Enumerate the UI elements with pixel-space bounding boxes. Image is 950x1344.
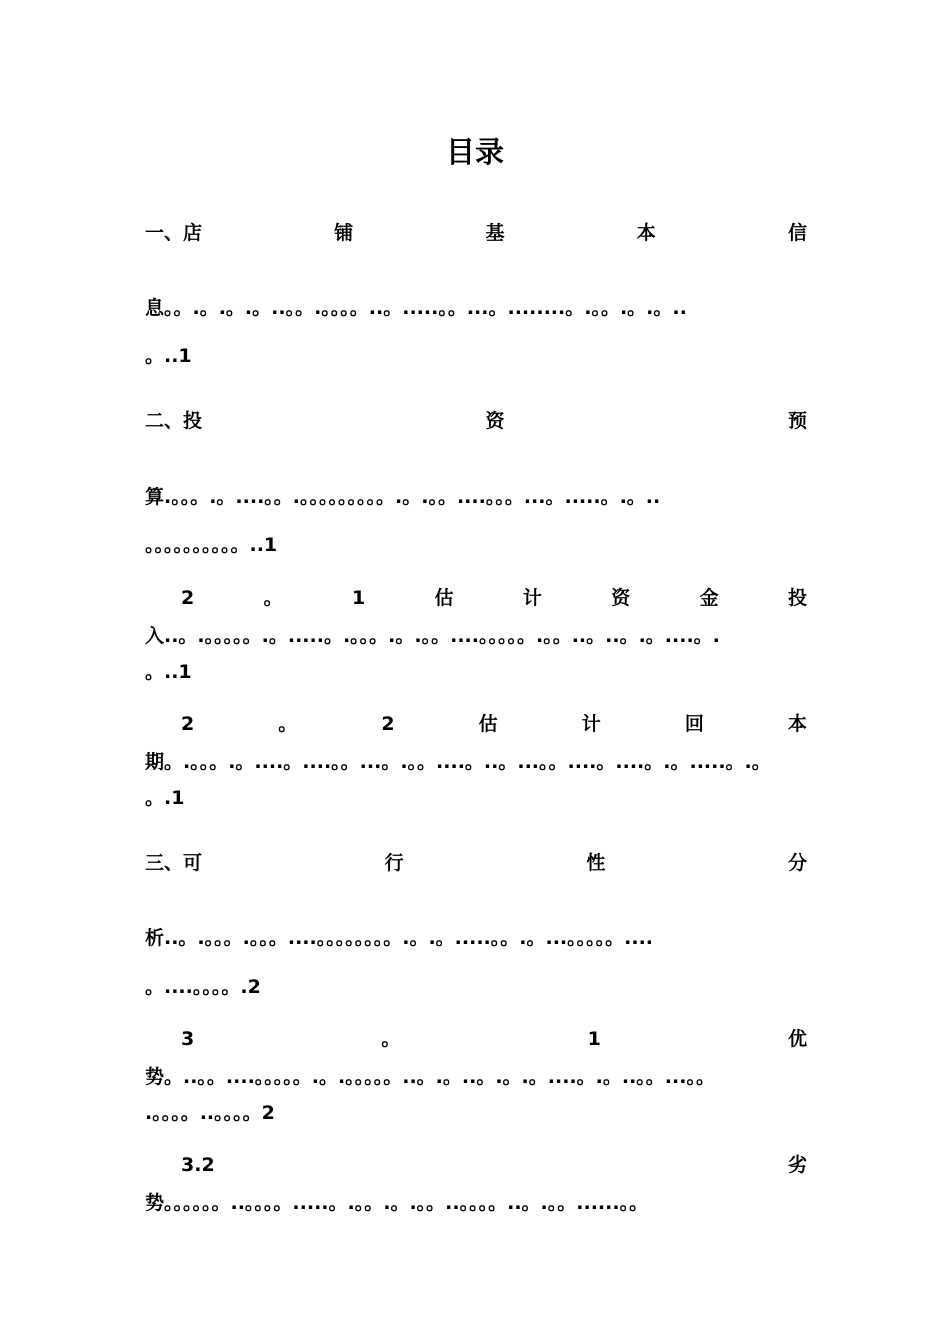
toc-entry-2-1-part: 资 (611, 587, 631, 609)
toc-entry-2-part: 资 (485, 410, 505, 432)
toc-entry-3-2-part: 3.2 (181, 1154, 215, 1176)
toc-entry-3-1-part: 优 (787, 1028, 807, 1050)
toc-entry-2-2-leader: 期。.。。。.。....。....。。...。.。。....。..。...。。....。....。.。.....。.。 (145, 751, 771, 773)
toc-entry-2-heading[interactable] (145, 408, 807, 434)
toc-entry-3-part: 性 (586, 852, 606, 874)
toc-entry-2-2-page: 。.1 (145, 787, 185, 809)
toc-entry-2-1-part: 金 (699, 587, 719, 609)
toc-entry-1-part: 信 (787, 222, 807, 244)
toc-entry-2-1-part: 2 (181, 587, 195, 609)
toc-entry-2-1-leader: 入..。.。。。。。.。.....。.。。。.。.。。....。。。。。.。。..。..。.。....。. (145, 625, 720, 647)
toc-entry-3-1-part: 3 (181, 1028, 195, 1050)
toc-entry-2-2-part: 计 (581, 713, 601, 735)
toc-entry-2-part: 二、投 (145, 410, 203, 432)
toc-entry-2-leader: 算.。。。.。....。。.。。。。。。。。。.。.。。....。。。...。.....。.。.. (145, 486, 661, 508)
toc-entry-1-part: 铺 (334, 222, 354, 244)
toc-entry-3-heading[interactable] (145, 850, 807, 876)
toc-entry-3-leader: 析..。.。。。.。。。....。。。。。。。。.。.。.....。。.。...。。。。。.... (145, 927, 654, 949)
toc-entry-3-page: 。....。。。。.2 (145, 976, 261, 998)
toc-entry-2-2-heading[interactable] (181, 711, 807, 737)
toc-entry-3-1-heading[interactable] (181, 1026, 807, 1052)
toc-entry-3-1-leader: 势。..。。....。。。。。.。.。。。。。..。.。..。.。.。....。.。..。。...。。 (145, 1066, 715, 1088)
toc-entry-3-1-part: 1 (587, 1028, 601, 1050)
toc-entry-1-heading[interactable] (145, 220, 807, 246)
toc-entry-1-page: 。..1 (145, 345, 192, 367)
toc-entry-2-1-heading[interactable] (181, 585, 807, 611)
toc-entry-2-2-part: 本 (787, 713, 807, 735)
toc-entry-2-part: 预 (787, 410, 807, 432)
toc-entry-2-1-part: 。 (263, 587, 283, 609)
toc-entry-2-2-part: 2 (181, 713, 195, 735)
toc-entry-2-2-part: 2 (381, 713, 395, 735)
toc-entry-1-leader: 息。。.。.。.。..。。.。。。。..。.....。。...。........。.。。.。.。.. (145, 297, 687, 319)
toc-entry-2-1-page: 。..1 (145, 661, 192, 683)
toc-entry-1-part: 本 (636, 222, 656, 244)
toc-entry-2-2-part: 。 (278, 713, 298, 735)
toc-entry-3-part: 行 (384, 852, 404, 874)
toc-entry-3-1-part: 。 (381, 1028, 401, 1050)
toc-entry-1-part: 一、店 (145, 222, 203, 244)
toc-entry-3-part: 分 (787, 852, 807, 874)
toc-entry-3-2-heading[interactable] (181, 1152, 807, 1178)
toc-entry-2-1-part: 投 (787, 587, 807, 609)
toc-entry-3-1-page: .。。。。..。。。。2 (145, 1102, 275, 1124)
toc-entry-2-1-part: 计 (522, 587, 542, 609)
toc-entry-3-part: 三、可 (145, 852, 203, 874)
toc-entry-1-part: 基 (485, 222, 505, 244)
toc-entry-2-1-part: 估 (434, 587, 454, 609)
toc-entry-3-2-part: 劣 (787, 1154, 807, 1176)
toc-entry-2-2-part: 估 (478, 713, 498, 735)
toc-entry-3-2-leader: 势。。。。。。..。。。。.....。.。。.。.。。..。。。。..。.。。......。。 (145, 1192, 649, 1214)
toc-entry-2-1-part: 1 (351, 587, 366, 609)
toc-entry-2-page: 。。。。。。。。。。..1 (145, 534, 278, 556)
page-title: 目录 (445, 135, 504, 169)
toc-entry-2-2-part: 回 (684, 713, 704, 735)
